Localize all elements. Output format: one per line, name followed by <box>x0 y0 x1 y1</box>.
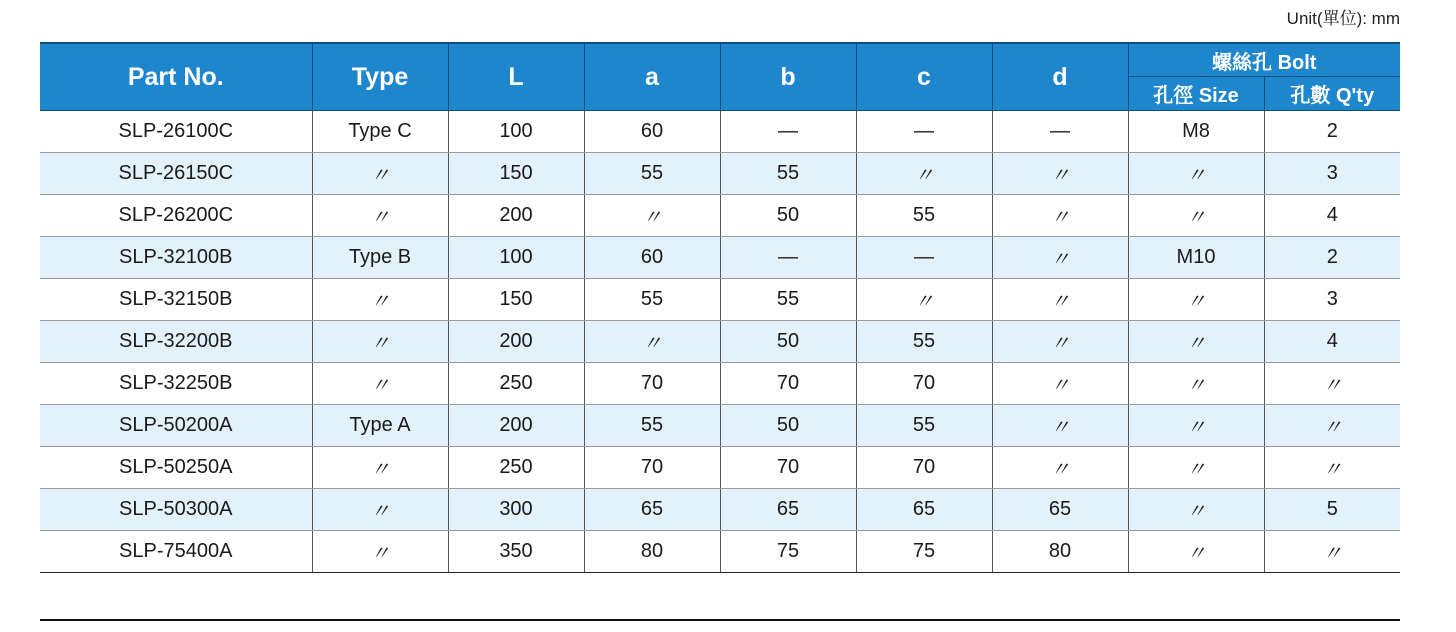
cell-a: 80 <box>584 531 720 573</box>
cell-type: 〃 <box>312 489 448 531</box>
cell-a: 55 <box>584 153 720 195</box>
cell-d: 65 <box>992 489 1128 531</box>
cell-d: 〃 <box>992 405 1128 447</box>
table-row <box>40 447 1400 489</box>
header-l: L <box>448 43 584 111</box>
cell-l: 200 <box>448 405 584 447</box>
cell-a: 〃 <box>584 321 720 363</box>
header-a: a <box>584 43 720 111</box>
cell-c: 55 <box>856 405 992 447</box>
cell-bolt-qty: 2 <box>1264 237 1400 279</box>
cell-l: 200 <box>448 321 584 363</box>
cell-l: 250 <box>448 447 584 489</box>
bottom-rule <box>40 619 1400 621</box>
cell-a: 70 <box>584 363 720 405</box>
cell-b: 70 <box>720 447 856 489</box>
cell-b: — <box>720 111 856 153</box>
cell-bolt-qty: 〃 <box>1264 531 1400 573</box>
cell-l: 300 <box>448 489 584 531</box>
cell-l: 100 <box>448 111 584 153</box>
cell-part-no: SLP-50300A <box>40 489 312 531</box>
cell-c: 75 <box>856 531 992 573</box>
table-row <box>40 531 1400 573</box>
cell-a: 60 <box>584 111 720 153</box>
cell-a: 60 <box>584 237 720 279</box>
cell-bolt-size: 〃 <box>1128 153 1264 195</box>
cell-d: 〃 <box>992 195 1128 237</box>
cell-part-no: SLP-50250A <box>40 447 312 489</box>
cell-b: 50 <box>720 405 856 447</box>
cell-c: 〃 <box>856 279 992 321</box>
table-row <box>40 363 1400 405</box>
cell-d: 〃 <box>992 153 1128 195</box>
cell-part-no: SLP-26100C <box>40 111 312 153</box>
cell-bolt-size: 〃 <box>1128 531 1264 573</box>
cell-d: 〃 <box>992 447 1128 489</box>
cell-c: 55 <box>856 195 992 237</box>
table-row <box>40 237 1400 279</box>
cell-bolt-qty: 2 <box>1264 111 1400 153</box>
cell-b: 65 <box>720 489 856 531</box>
cell-c: 55 <box>856 321 992 363</box>
cell-type: 〃 <box>312 447 448 489</box>
cell-bolt-qty: 4 <box>1264 321 1400 363</box>
cell-d: 〃 <box>992 237 1128 279</box>
header-bolt: 螺絲孔 Bolt <box>1128 43 1400 77</box>
cell-type: 〃 <box>312 279 448 321</box>
cell-bolt-size: 〃 <box>1128 447 1264 489</box>
cell-a: 55 <box>584 279 720 321</box>
cell-part-no: SLP-50200A <box>40 405 312 447</box>
cell-c: — <box>856 237 992 279</box>
cell-bolt-qty: 〃 <box>1264 405 1400 447</box>
cell-bolt-size: 〃 <box>1128 405 1264 447</box>
cell-l: 150 <box>448 153 584 195</box>
cell-a: 〃 <box>584 195 720 237</box>
cell-type: Type C <box>312 111 448 153</box>
header-bolt-size: 孔徑 Size <box>1128 77 1264 111</box>
cell-bolt-size: 〃 <box>1128 195 1264 237</box>
cell-bolt-size: M10 <box>1128 237 1264 279</box>
unit-label: Unit(單位): mm <box>1286 9 1400 28</box>
cell-b: 75 <box>720 531 856 573</box>
header-part-no: Part No. <box>40 43 312 111</box>
cell-bolt-size: 〃 <box>1128 279 1264 321</box>
cell-b: 55 <box>720 153 856 195</box>
cell-d: 80 <box>992 531 1128 573</box>
cell-l: 100 <box>448 237 584 279</box>
cell-bolt-size: 〃 <box>1128 363 1264 405</box>
cell-d: 〃 <box>992 363 1128 405</box>
cell-b: 50 <box>720 321 856 363</box>
cell-bolt-qty: 3 <box>1264 153 1400 195</box>
cell-type: Type B <box>312 237 448 279</box>
cell-l: 350 <box>448 531 584 573</box>
cell-l: 150 <box>448 279 584 321</box>
cell-type: 〃 <box>312 195 448 237</box>
cell-bolt-size: 〃 <box>1128 489 1264 531</box>
cell-part-no: SLP-26200C <box>40 195 312 237</box>
cell-bolt-size: 〃 <box>1128 321 1264 363</box>
cell-a: 70 <box>584 447 720 489</box>
cell-l: 200 <box>448 195 584 237</box>
table-body <box>40 111 1400 573</box>
cell-part-no: SLP-32150B <box>40 279 312 321</box>
cell-a: 55 <box>584 405 720 447</box>
header-d: d <box>992 43 1128 111</box>
cell-part-no: SLP-32200B <box>40 321 312 363</box>
cell-bolt-size: M8 <box>1128 111 1264 153</box>
cell-bolt-qty: 3 <box>1264 279 1400 321</box>
cell-d: 〃 <box>992 279 1128 321</box>
cell-c: 〃 <box>856 153 992 195</box>
cell-bolt-qty: 4 <box>1264 195 1400 237</box>
cell-part-no: SLP-32100B <box>40 237 312 279</box>
cell-bolt-qty: 5 <box>1264 489 1400 531</box>
header-bolt-qty: 孔數 Q'ty <box>1264 77 1400 111</box>
cell-c: 70 <box>856 447 992 489</box>
cell-a: 65 <box>584 489 720 531</box>
table-row <box>40 279 1400 321</box>
table-row <box>40 195 1400 237</box>
cell-d: 〃 <box>992 321 1128 363</box>
cell-type: 〃 <box>312 321 448 363</box>
cell-b: 70 <box>720 363 856 405</box>
cell-b: 50 <box>720 195 856 237</box>
cell-bolt-qty: 〃 <box>1264 447 1400 489</box>
cell-l: 250 <box>448 363 584 405</box>
header-c: c <box>856 43 992 111</box>
cell-type: 〃 <box>312 153 448 195</box>
cell-c: 65 <box>856 489 992 531</box>
header-type: Type <box>312 43 448 111</box>
table-row <box>40 405 1400 447</box>
cell-d: — <box>992 111 1128 153</box>
cell-part-no: SLP-32250B <box>40 363 312 405</box>
cell-b: 55 <box>720 279 856 321</box>
header-b: b <box>720 43 856 111</box>
cell-bolt-qty: 〃 <box>1264 363 1400 405</box>
cell-c: — <box>856 111 992 153</box>
cell-part-no: SLP-26150C <box>40 153 312 195</box>
cell-c: 70 <box>856 363 992 405</box>
table-row <box>40 153 1400 195</box>
spec-table <box>40 42 1400 573</box>
cell-b: — <box>720 237 856 279</box>
table-row <box>40 111 1400 153</box>
cell-type: 〃 <box>312 363 448 405</box>
table-header <box>40 43 1400 111</box>
cell-type: 〃 <box>312 531 448 573</box>
cell-type: Type A <box>312 405 448 447</box>
cell-part-no: SLP-75400A <box>40 531 312 573</box>
table-row <box>40 489 1400 531</box>
table-row <box>40 321 1400 363</box>
